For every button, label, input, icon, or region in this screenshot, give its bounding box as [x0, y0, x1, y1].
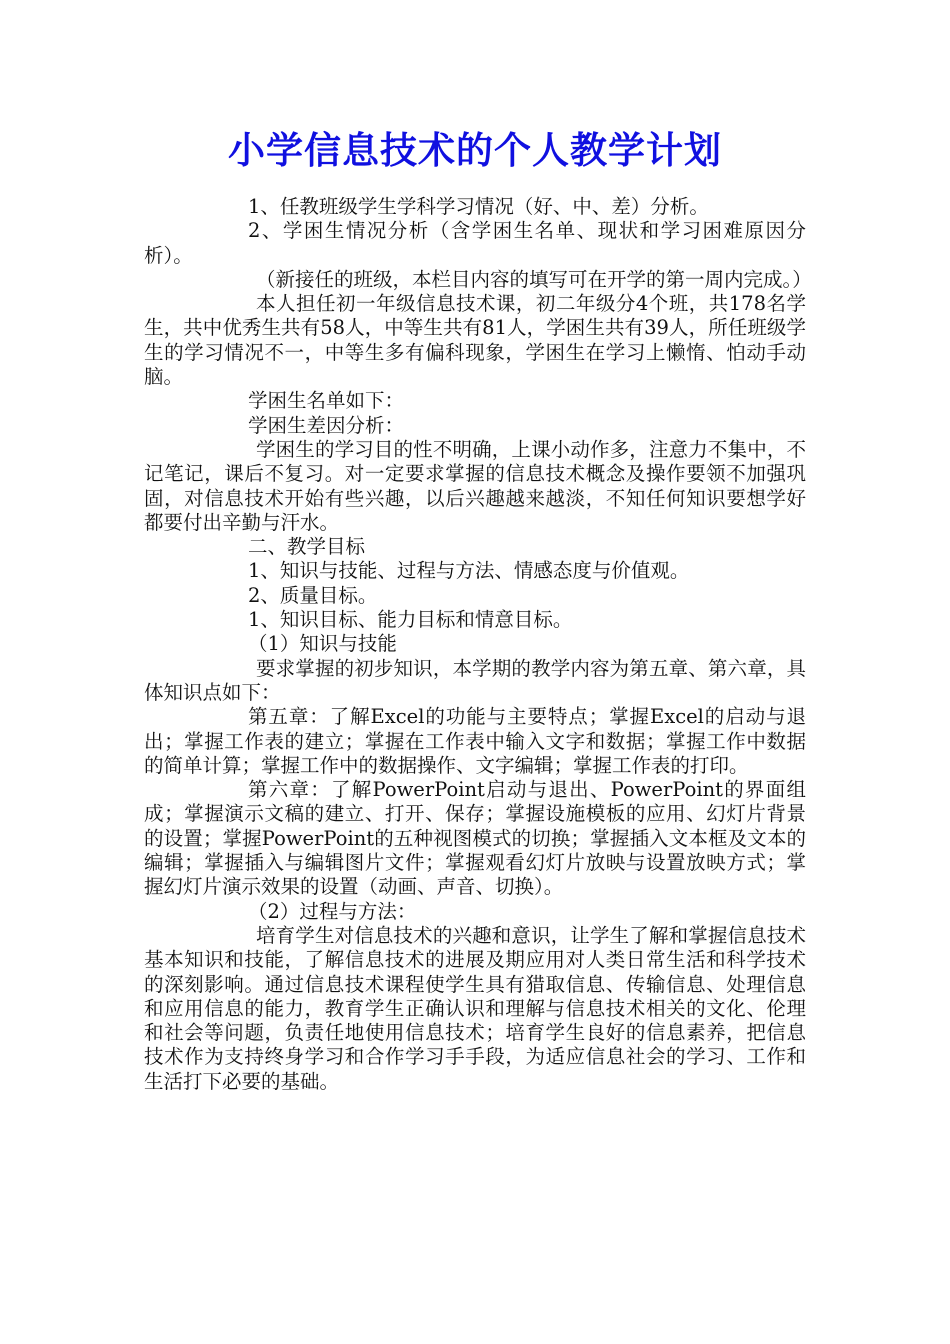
paragraph: 培育学生对信息技术的兴趣和意识，让学生了解和掌握信息技术基本知识和技能，了解信息技术的进展及期应用对人类日常生活和科学技术的深刻影响。通过信息技术课程使学生具有猎取信息、传输信息、处理信息和应用信息的能力，教育学生正确认识和理解与信息技术相关的文化、伦理和社会等问题，负责任地使用信息技术；培育学生良好的信息素养，把信息技术作为支持终身学习和合作学习手手段，为适应信息社会的学习、工作和生活打下必要的基础。 — [144, 923, 806, 1093]
paragraph: 本人担任初一年级信息技术课，初二年级分4个班，共178名学生，共中优秀生共有58人，中等生共有81人，学困生共有39人，所任班级学生的学习情况不一，中等生多有偏科现象，学困生在学习上懒惰、怕动手动脑。 — [144, 292, 806, 389]
subsection-heading: （2）过程与方法： — [248, 899, 417, 923]
paragraph: 1、知识与技能、过程与方法、情感态度与价值观。 — [248, 559, 690, 583]
paragraph: 2、学困生情况分析（含学困生名单、现状和学习困难原因分析）。 — [144, 219, 806, 267]
document-body — [144, 195, 812, 1094]
paragraph: 1、知识目标、能力目标和情意目标。 — [248, 608, 573, 632]
paragraph: （新接任的班级，本栏目内容的填写可在开学的第一周内完成。） — [256, 267, 812, 291]
document-title: 小学信息技术的个人教学计划 — [228, 128, 722, 172]
subsection-heading: （1）知识与技能 — [248, 632, 397, 656]
paragraph: 要求掌握的初步知识，本学期的教学内容为第五章、第六章，具体知识点如下： — [144, 656, 806, 704]
paragraph: 学困生差因分析： — [248, 413, 405, 437]
paragraph: 学困生的学习目的性不明确，上课小动作多，注意力不集中，不记笔记，课后不复习。对一定要求掌握的信息技术概念及操作要领不加强巩固，对信息技术开始有些兴趣，以后兴趣越来越淡，不知任何知识要想学好都要付出辛勤与汗水。 — [144, 437, 806, 534]
paragraph: 第五章：了解Excel的功能与主要特点；掌握Excel的启动与退出；掌握工作表的建立；掌握在工作表中输入文字和数据；掌握工作中数据的简单计算；掌握工作中的数据操作、文字编辑；掌握工作表的打印。 — [144, 705, 806, 777]
paragraph: 第六章：了解PowerPoint启动与退出、PowerPoint的界面组成；掌握演示文稿的建立、打开、保存；掌握设施模板的应用、幻灯片背景的设置；掌握PowerPoint的五种视图模式的切换；掌握插入文本框及文本的编辑；掌握插入与编辑图片文件；掌握观看幻灯片放映与设置放映方式；掌握幻灯片演示效果的设置（动画、声音、切换）。 — [144, 778, 806, 899]
paragraph: 2、质量目标。 — [248, 583, 378, 607]
paragraph: 1、任教班级学生学科学习情况（好、中、差）分析。 — [248, 195, 709, 218]
section-heading: 二、教学目标 — [248, 535, 366, 559]
paragraph: 学困生名单如下： — [248, 389, 405, 413]
